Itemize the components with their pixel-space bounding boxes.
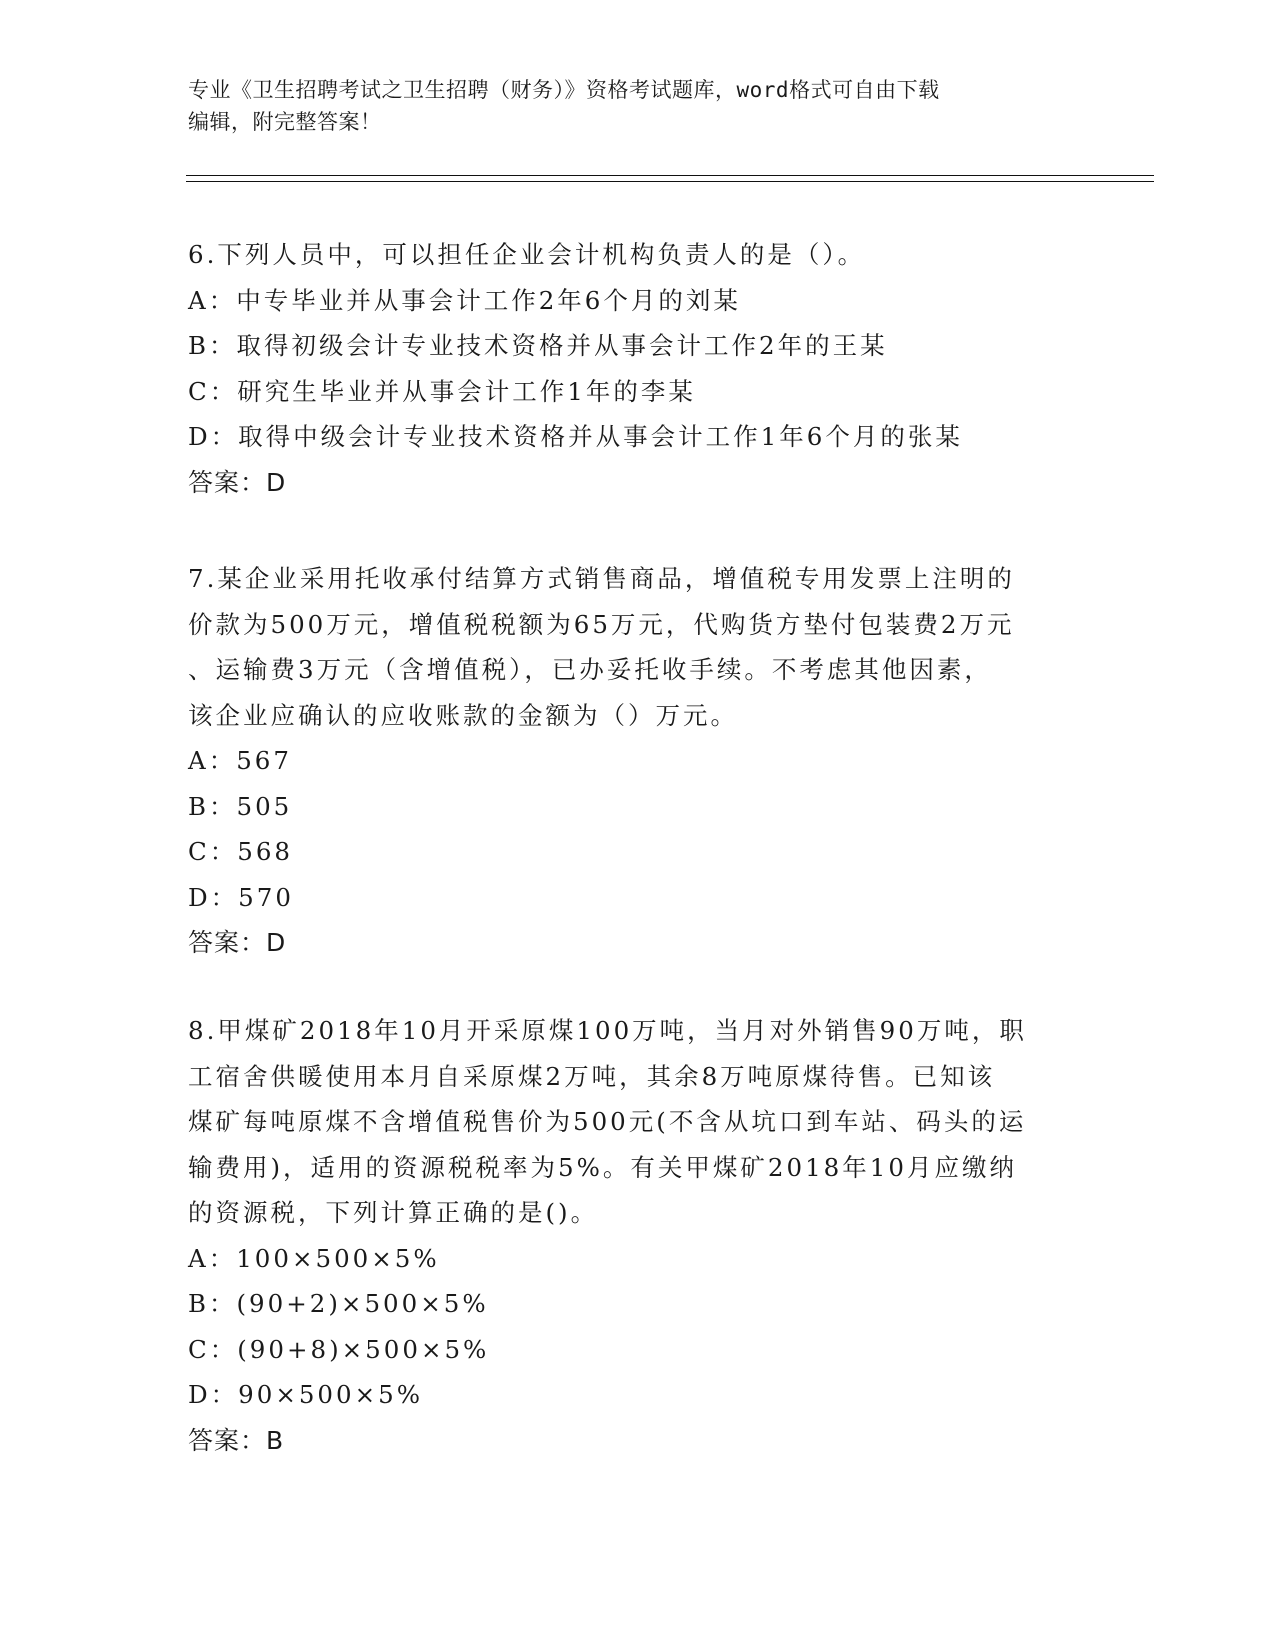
option-a: A：567 (188, 746, 292, 775)
stem-line: 该企业应确认的应收账款的金额为（）万元。 (188, 700, 738, 730)
option-a: A：中专毕业并从事会计工作2年6个月的刘某 (188, 285, 741, 315)
option-d: D：90×500×5% (188, 1380, 424, 1409)
option-a: A：100×500×5% (188, 1243, 440, 1273)
stem-line: 7.某企业采用托收承付结算方式销售商品，增值税专用发票上注明的 (188, 564, 1015, 593)
stem-line: 输费用)，适用的资源税税率为5%。有关甲煤矿2018年10月应缴纳 (188, 1152, 1017, 1182)
question-stem (188, 1008, 1088, 1236)
header-line-1: 专业《卫生招聘考试之卫生招聘（财务）》资格考试题库，word格式可自由下载 (188, 78, 940, 102)
question-6 (188, 232, 1088, 506)
answer-text: 答案：B (188, 1425, 285, 1455)
stem-line: 工宿舍供暖使用本月自采原煤2万吨，其余8万吨原煤待售。已知该 (188, 1061, 996, 1091)
stem-line: 、运输费3万元（含增值税），已办妥托收手续。不考虑其他因素， (188, 655, 992, 684)
stem-line: 8.甲煤矿2018年10月开采原煤100万吨，当月对外销售90万吨，职 (188, 1016, 1027, 1045)
document-header (188, 74, 1068, 138)
option-d: D：570 (188, 882, 294, 912)
option-c: C：(90+8)×500×5% (188, 1334, 490, 1364)
question-8 (188, 1008, 1088, 1464)
option-b: B：505 (188, 791, 293, 821)
answer-text: 答案：D (188, 467, 287, 497)
question-stem (188, 556, 1088, 738)
options-list (188, 738, 1088, 920)
question-stem (188, 232, 1088, 278)
option-d: D：取得中级会计专业技术资格并从事会计工作1年6个月的张某 (188, 422, 963, 451)
options-list (188, 278, 1088, 460)
stem-line: 的资源税，下列计算正确的是()。 (188, 1198, 599, 1227)
question-7 (188, 556, 1088, 966)
header-divider-top (186, 175, 1154, 176)
stem-line: 价款为500万元，增值税税额为65万元，代购货方垫付包装费2万元 (188, 609, 1015, 639)
option-c: C：568 (188, 837, 294, 866)
header-divider-bottom (186, 181, 1154, 182)
option-b: B：(90+2)×500×5% (188, 1289, 489, 1318)
answer-text: 答案：D (188, 928, 287, 957)
stem-line: 煤矿每吨原煤不含增值税售价为500元(不含从坑口到车站、码头的运 (188, 1107, 1027, 1136)
header-line-2: 编辑，附完整答案！ (188, 110, 382, 134)
option-b: B：取得初级会计专业技术资格并从事会计工作2年的王某 (188, 331, 888, 360)
options-list (188, 1236, 1088, 1418)
stem-line: 6.下列人员中，可以担任企业会计机构负责人的是（）。 (188, 240, 866, 269)
option-c: C：研究生毕业并从事会计工作1年的李某 (188, 376, 696, 406)
